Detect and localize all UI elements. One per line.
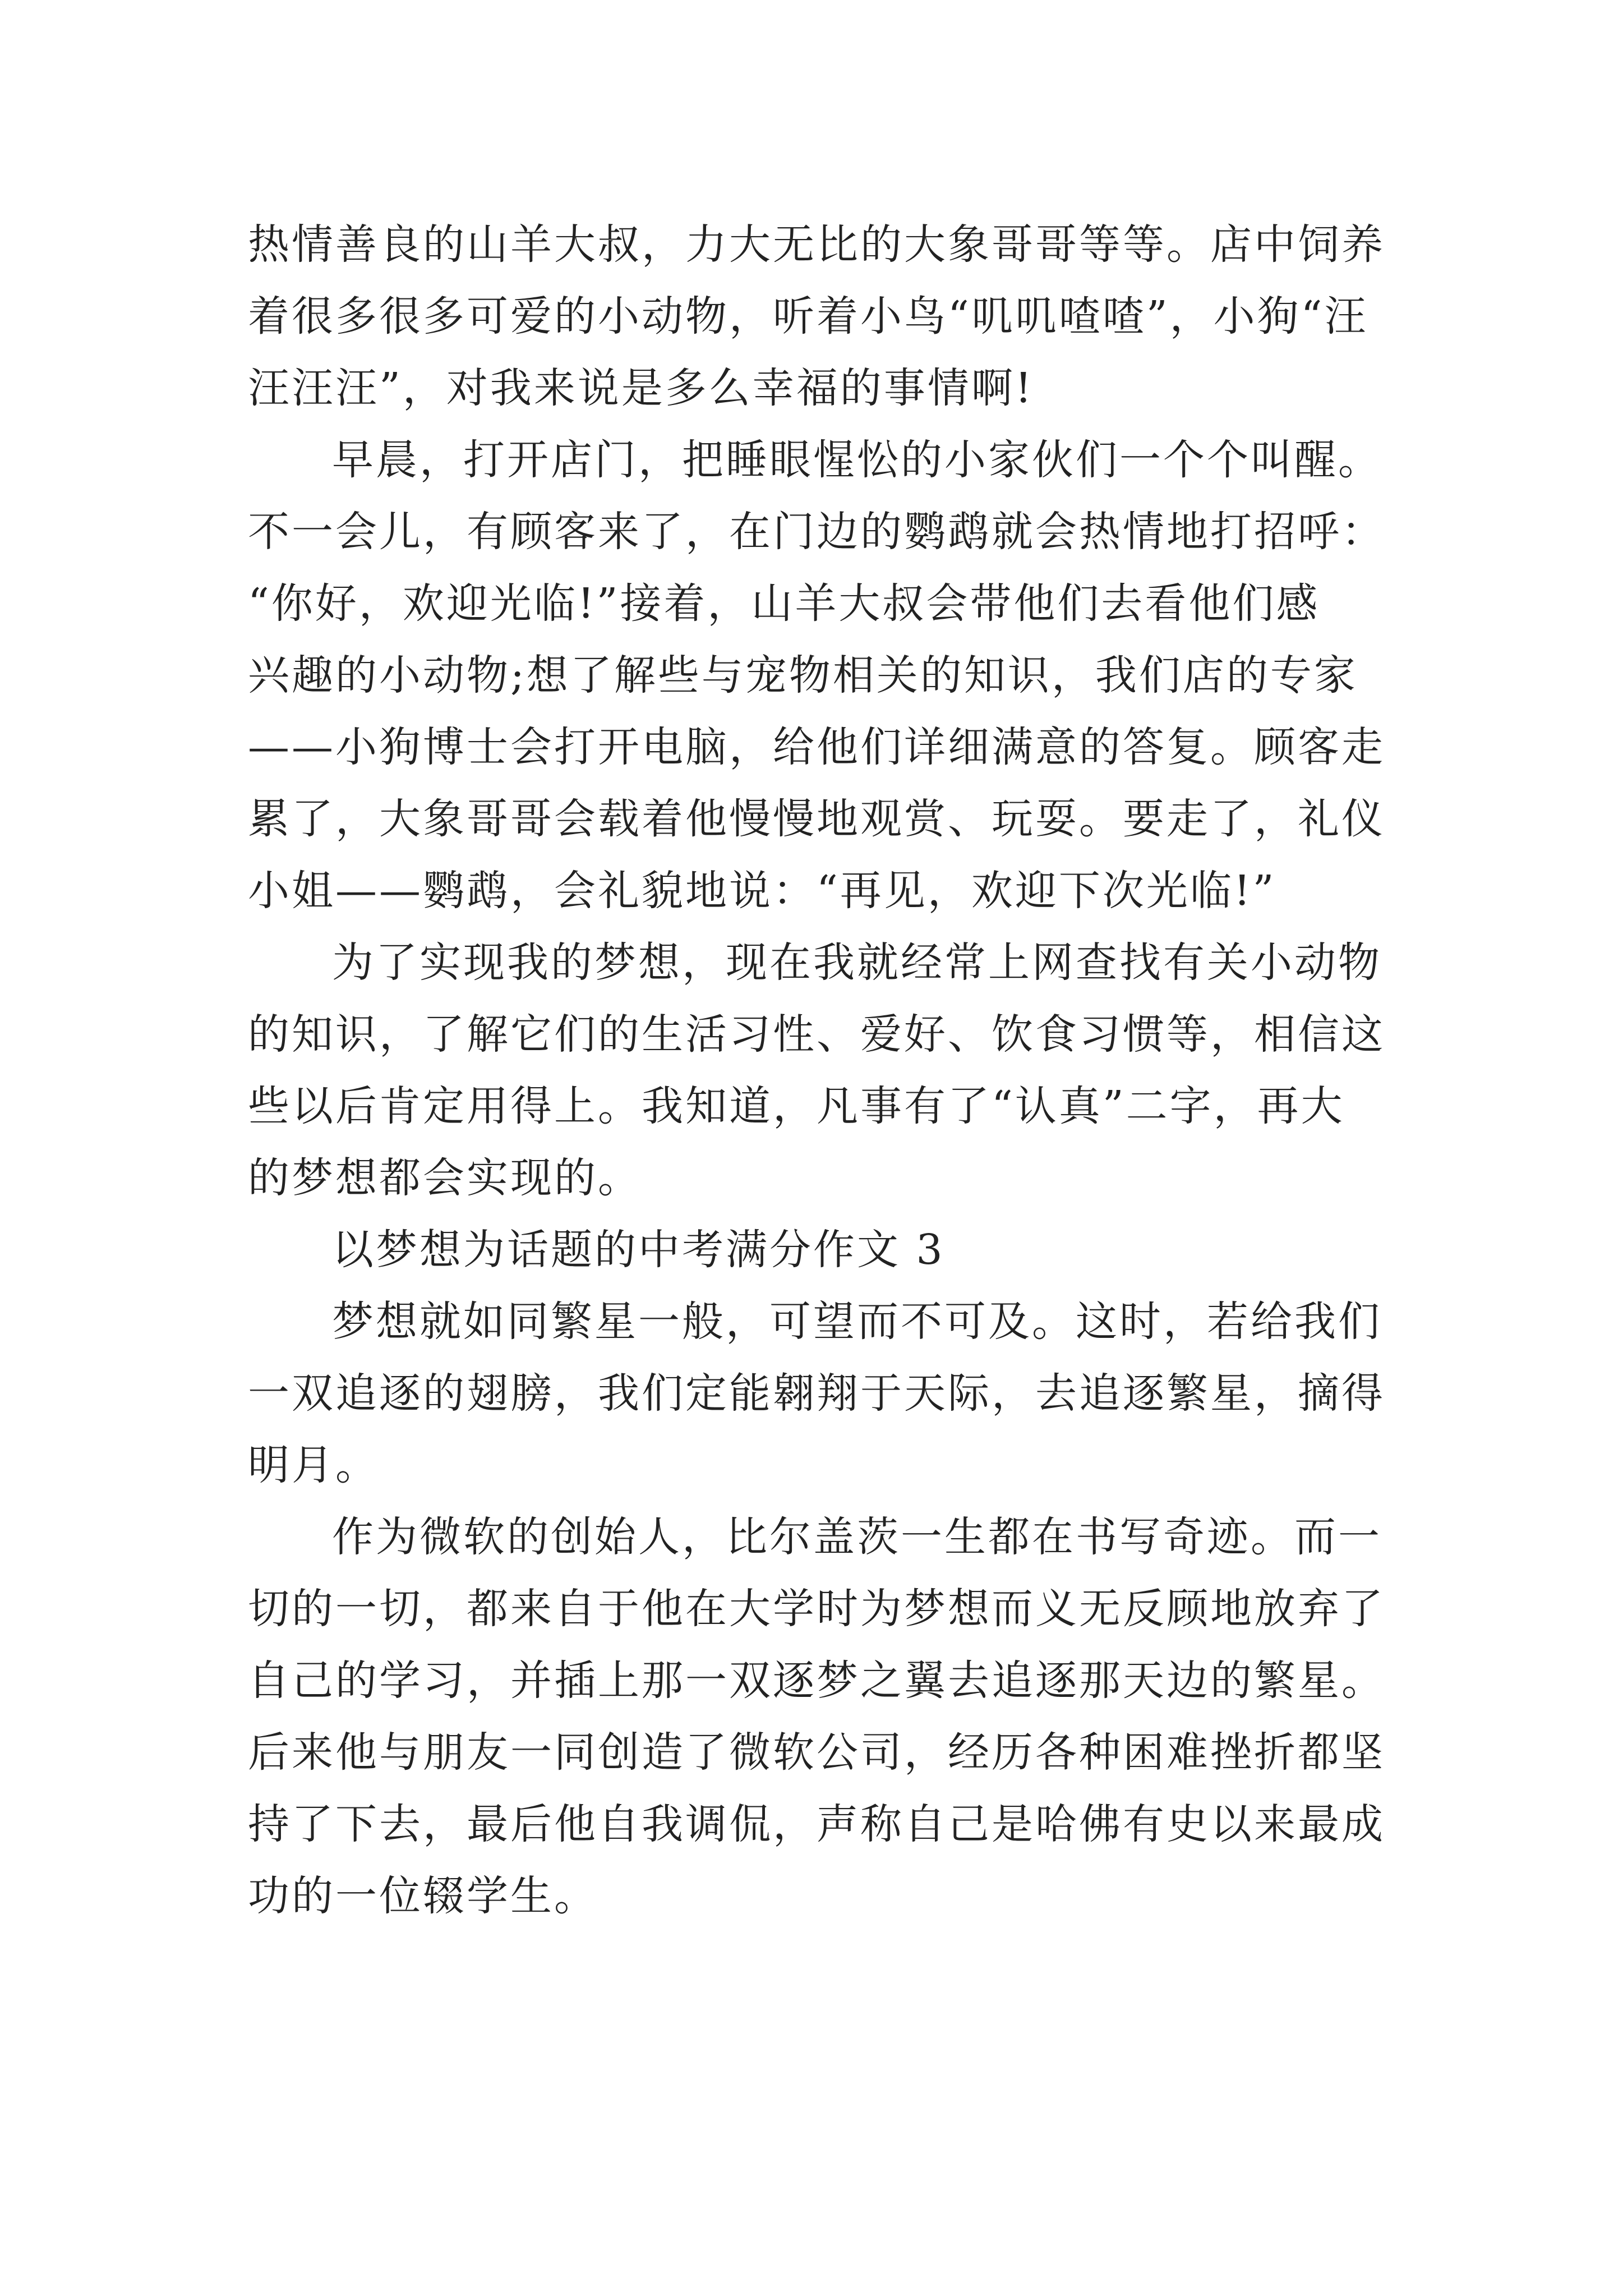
text-line: 些以后肯定用得上。我知道，凡事有了“认真”二字，再大 [248, 1082, 1345, 1130]
text-line: 持了下去，最后他自我调侃，声称自己是哈佛有史以来最成 [248, 1800, 1385, 1848]
text-line: 不一会儿，有顾客来了，在门边的鹦鹉就会热情地打招呼： [248, 508, 1385, 556]
text-line: 为了实现我的梦想，现在我就经常上网查找有关小动物 [332, 938, 1382, 987]
section-heading: 以梦想为话题的中考满分作文 3 [332, 1226, 945, 1274]
text-line: 小姐——鹦鹉，会礼貌地说：“再见，欢迎下次光临!” [248, 867, 1276, 915]
text-line: “你好，欢迎光临!”接着，山羊大叔会带他们去看他们感 [248, 579, 1320, 628]
document-body [248, 209, 1386, 1932]
text-line: 切的一切，都来自于他在大学时为梦想而义无反顾地放弃了 [248, 1585, 1385, 1633]
text-line: 功的一位辍学生。 [248, 1872, 598, 1920]
text-line: 热情善良的山羊大叔，力大无比的大象哥哥等等。店中饲养 [248, 220, 1385, 269]
text-line: 的知识，了解它们的生活习性、爱好、饮食习惯等，相信这 [248, 1010, 1385, 1059]
text-line: 累了，大象哥哥会载着他慢慢地观赏、玩耍。要走了，礼仪 [248, 795, 1385, 843]
text-line: 一双追逐的翅膀，我们定能翱翔于天际，去追逐繁星，摘得 [248, 1369, 1385, 1418]
text-line: 兴趣的小动物;想了解些与宠物相关的知识，我们店的专家 [248, 651, 1358, 700]
text-line: 自己的学习，并插上那一双逐梦之翼去追逐那天边的繁星。 [248, 1657, 1385, 1705]
text-line: 作为微软的创始人，比尔盖茨一生都在书写奇迹。而一 [332, 1513, 1382, 1561]
text-line: 的梦想都会实现的。 [248, 1154, 642, 1202]
text-line: 着很多很多可爱的小动物，听着小鸟“叽叽喳喳”，小狗“汪 [248, 292, 1368, 341]
text-line: 明月。 [248, 1441, 379, 1489]
text-line: 梦想就如同繁星一般，可望而不可及。这时，若给我们 [332, 1297, 1382, 1346]
text-line: ——小狗博士会打开电脑，给他们详细满意的答复。顾客走 [248, 723, 1385, 771]
text-line: 后来他与朋友一同创造了微软公司，经历各种困难挫折都坚 [248, 1728, 1385, 1777]
text-line: 汪汪汪”，对我来说是多么幸福的事情啊! [248, 364, 1034, 412]
text-line: 早晨，打开店门，把睡眼惺忪的小家伙们一个个叫醒。 [332, 436, 1382, 484]
